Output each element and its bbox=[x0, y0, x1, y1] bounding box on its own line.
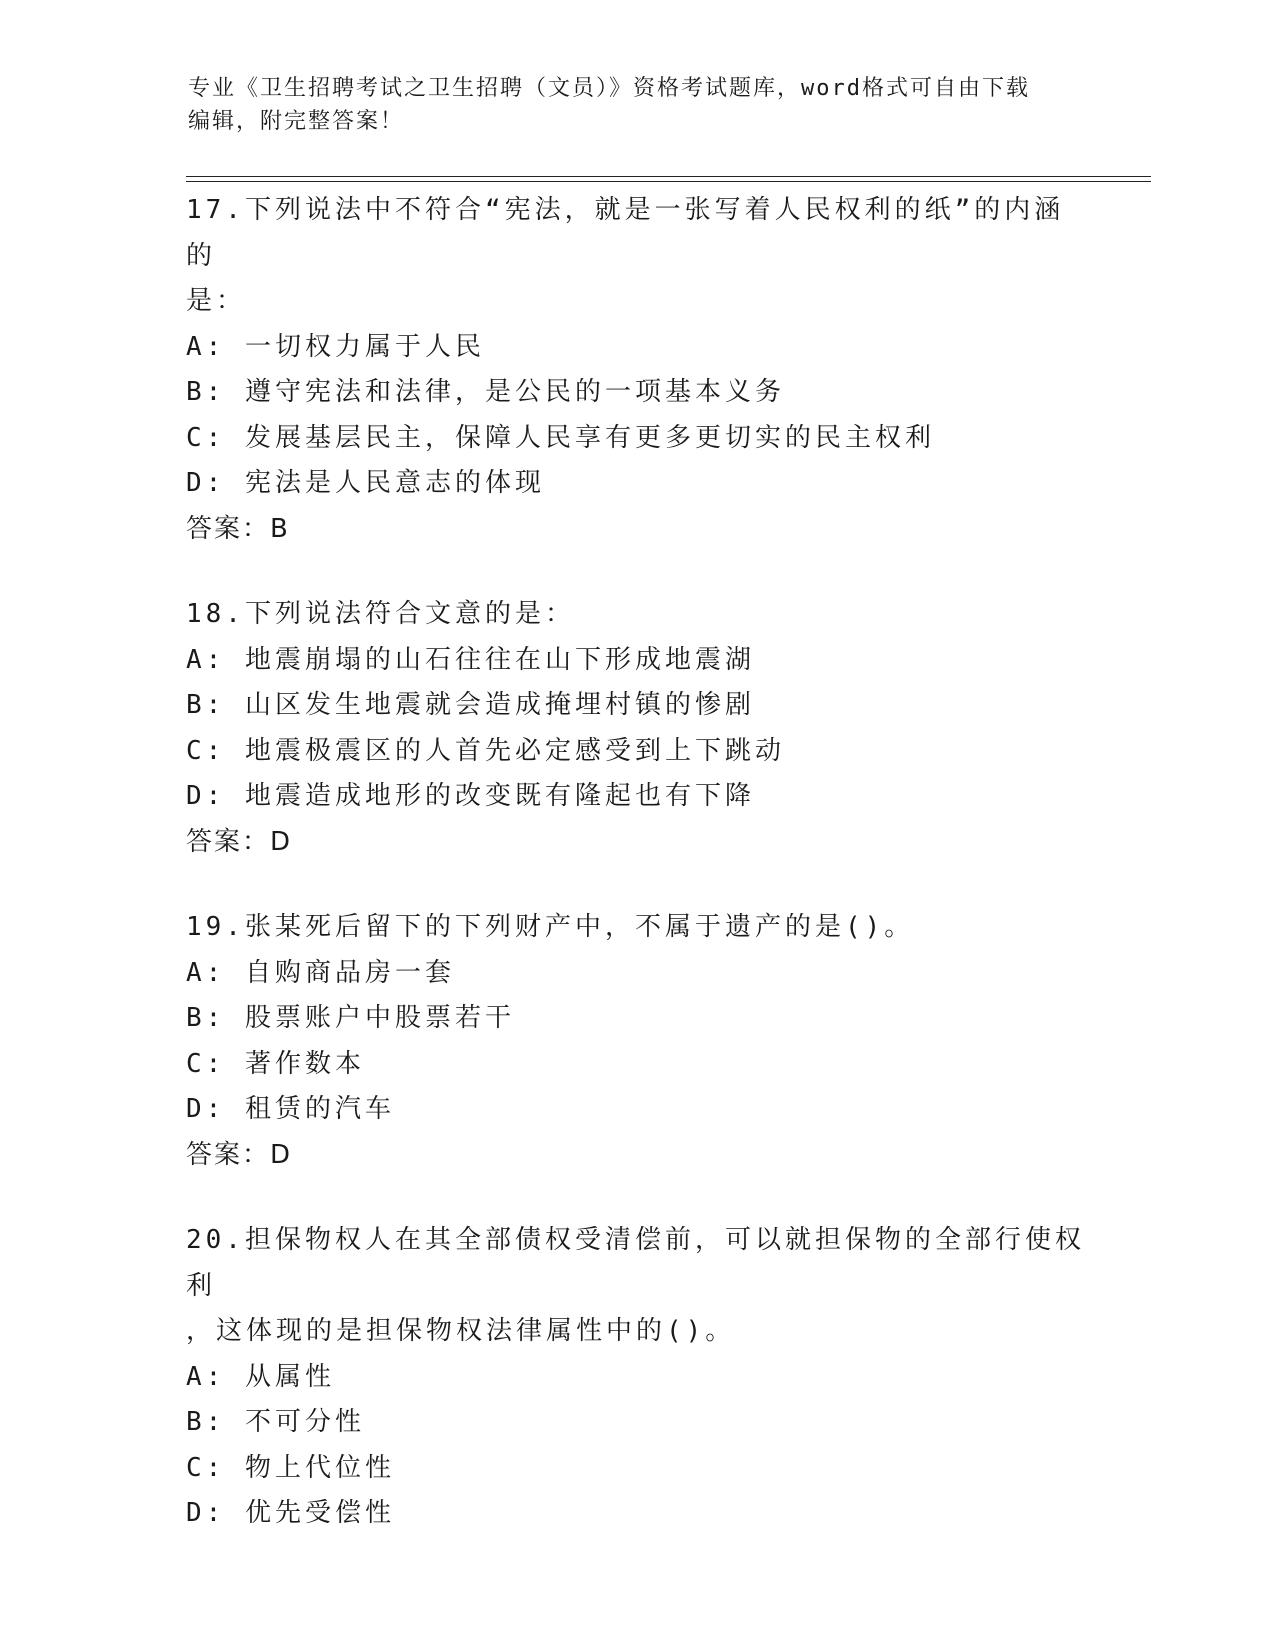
option-b: B: 遵守宪法和法律，是公民的一项基本义务 bbox=[186, 377, 785, 407]
option-a: A: 一切权力属于人民 bbox=[186, 331, 485, 362]
answer: 答案：D bbox=[186, 1139, 293, 1170]
option-b: B: 不可分性 bbox=[186, 1407, 365, 1437]
answer: 答案：B bbox=[186, 513, 290, 544]
option-d: D: 地震造成地形的改变既有隆起也有下降 bbox=[186, 781, 755, 811]
header-divider-top bbox=[186, 176, 1151, 177]
option-b: B: 股票账户中股票若干 bbox=[186, 1003, 515, 1033]
option-b: B: 山区发生地震就会造成掩埋村镇的惨剧 bbox=[186, 690, 755, 720]
question-17 bbox=[186, 188, 1086, 552]
document-header bbox=[188, 72, 1088, 138]
question-stem: 18.下列说法符合文意的是： bbox=[186, 599, 575, 629]
option-c: C: 发展基层民主，保障人民享有更多更切实的民主权利 bbox=[186, 422, 935, 453]
question-18 bbox=[186, 592, 1086, 865]
header-line-2: 编辑，附完整答案！ bbox=[188, 109, 405, 134]
question-stem: 17.下列说法中不符合“宪法，就是一张写着人民权利的纸”的内涵的 bbox=[186, 195, 1065, 271]
option-d: D: 租赁的汽车 bbox=[186, 1094, 395, 1124]
header-divider-bottom bbox=[186, 181, 1151, 182]
option-a: A: 自购商品房一套 bbox=[186, 957, 455, 988]
question-20 bbox=[186, 1218, 1086, 1537]
question-stem: ，这体现的是担保物权法律属性中的()。 bbox=[186, 1316, 736, 1346]
option-c: C: 著作数本 bbox=[186, 1048, 365, 1079]
question-19 bbox=[186, 905, 1086, 1178]
option-c: C: 物上代位性 bbox=[186, 1452, 395, 1483]
option-a: A: 从属性 bbox=[186, 1361, 335, 1392]
question-stem: 是： bbox=[186, 286, 247, 316]
option-d: D: 优先受偿性 bbox=[186, 1498, 395, 1528]
header-line-1: 专业《卫生招聘考试之卫生招聘（文员）》资格考试题库，word格式可自由下载 bbox=[188, 76, 1030, 101]
question-list bbox=[186, 188, 1086, 1577]
option-c: C: 地震极震区的人首先必定感受到上下跳动 bbox=[186, 735, 785, 766]
option-d: D: 宪法是人民意志的体现 bbox=[186, 468, 545, 498]
question-stem: 20.担保物权人在其全部债权受清偿前，可以就担保物的全部行使权利 bbox=[186, 1225, 1085, 1301]
question-stem: 19.张某死后留下的下列财产中，不属于遗产的是()。 bbox=[186, 912, 915, 942]
option-a: A: 地震崩塌的山石往往在山下形成地震湖 bbox=[186, 644, 755, 675]
answer: 答案：D bbox=[186, 826, 293, 857]
